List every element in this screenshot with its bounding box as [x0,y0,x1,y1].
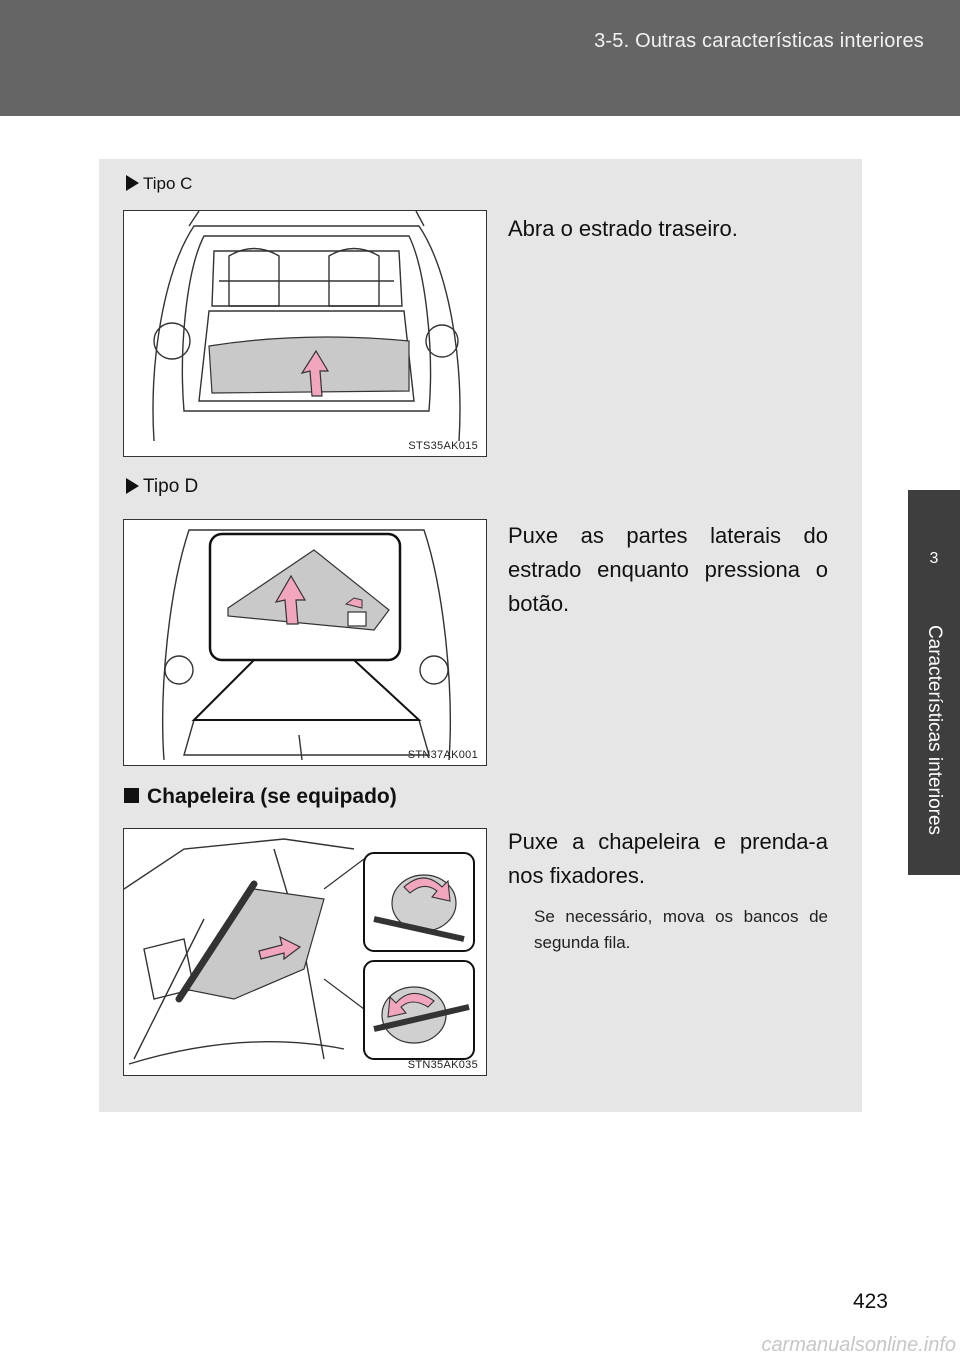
figure-chapeleira [123,828,487,1076]
figure-code: STN37AK001 [407,749,478,761]
instruction-tipo-c: Abra o estrado traseiro. [508,216,738,241]
chapter-label-text: Características interiores [924,624,945,836]
note-chapeleira: Se necessário, mova os bancos de segunda fila. [534,907,828,952]
variant-label-tipo-c: Tipo C [126,174,192,194]
watermark: carmanualsonline.info [761,1334,956,1356]
page-number: 423 [852,1290,888,1313]
figure-code: STN35AK035 [407,1059,478,1071]
chapter-number: 3 [929,550,939,567]
deck-side-release-illustration [124,520,487,766]
figure-tipo-c [123,210,487,457]
square-bullet-icon [124,788,139,803]
section-heading: Chapeleira (se equipado) [124,785,397,809]
chapter-label [908,590,960,870]
instruction-tipo-d: Puxe as partes laterais do estrado enquanto pressiona o botão. [508,523,828,616]
variant-label-tipo-d: Tipo D [126,476,198,498]
figure-code: STS35AK015 [408,440,478,452]
header-bar [0,0,960,116]
tonneau-cover-illustration [124,829,487,1076]
triangle-bullet-icon [126,175,139,191]
section-title: 3-5. Outras características interiores [594,30,924,52]
open-rear-deck-illustration [124,211,487,457]
figure-tipo-d [123,519,487,766]
instruction-chapeleira: Puxe a chapeleira e prenda-a nos fixadores. [508,829,828,888]
triangle-bullet-icon [126,478,139,494]
